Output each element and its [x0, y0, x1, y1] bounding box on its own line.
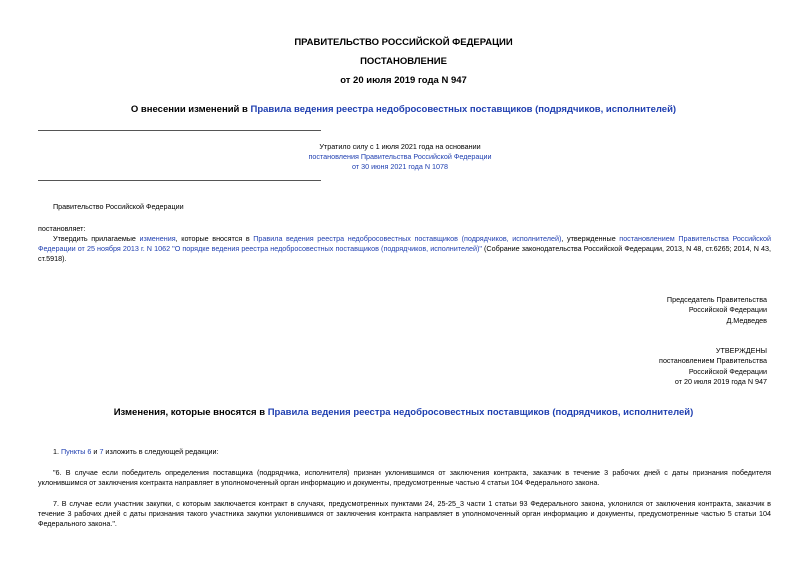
- changes-title-rules-link[interactable]: Правила ведения реестра недобросовестных поставщиков (подрядчиков, исполнителей): [267, 407, 694, 418]
- p1-text-a: Утвердить прилагаемые: [53, 234, 140, 243]
- approved-heading: УТВЕРЖДЕНЫ: [715, 346, 767, 355]
- signature-country: Российской Федерации: [688, 305, 767, 315]
- rules-link[interactable]: Правила ведения реестра недобросовестных поставщиков (подрядчиков, исполнителей): [253, 234, 562, 243]
- approved-line-2: постановлением Правительства: [659, 356, 767, 366]
- document-title: [0, 104, 807, 115]
- document-date-number: от 20 июля 2019 года N 947: [340, 75, 467, 86]
- status-decree-date-link[interactable]: от 30 июня 2021 года N 1078: [351, 162, 449, 171]
- government-heading: ПРАВИТЕЛЬСТВО РОССИЙСКОЙ ФЕДЕРАЦИИ: [294, 37, 513, 48]
- status-block: [290, 142, 510, 172]
- government-intro: Правительство Российской Федерации: [53, 202, 184, 211]
- divider-top: [38, 130, 321, 131]
- item1-text: изложить в следующей редакции:: [103, 447, 219, 456]
- document-type: ПОСТАНОВЛЕНИЕ: [360, 56, 447, 67]
- point-6-link[interactable]: Пункты 6: [61, 447, 92, 456]
- p1-text-b: , которые вносятся в: [175, 234, 254, 243]
- p1-text-c: , утвержденные: [561, 234, 620, 243]
- main-paragraph: [38, 234, 771, 264]
- signature-block: [667, 295, 767, 326]
- decree-1062-link[interactable]: постановлением Правительства Российской Федерации от 25 ноября 2013 г. N 1062 "О порядке ведения реестра недобросовестных поставщиков (подрядчиков, исполнителей)": [38, 234, 771, 253]
- signature-position: Председатель Правительства: [666, 295, 767, 304]
- approved-line-3: Российской Федерации: [688, 366, 767, 376]
- changes-title: [0, 407, 807, 418]
- approved-line-4: от 20 июля 2019 года N 947: [674, 376, 767, 386]
- item1-and: и: [91, 447, 100, 456]
- title-rules-link[interactable]: Правила ведения реестра недобросовестных поставщиков (подрядчиков, исполнителей): [250, 104, 677, 115]
- change-point-7: 7. В случае если участник закупки, с которым заключается контракт в случаях, предусмотренных пунктами 24, 25-25_3 части 1 статьи 93 Федерального закона, уклонился от заключения контракта, заказчик в течение 3 рабочих дней с даты признания такого участника закупки уклонившимся от заключения контракта направляет в уполномоченный орган информацию и документы, предусмотренные частью 5 статьи 104 Федерального закона.".: [38, 499, 771, 528]
- title-prefix: О внесении изменений в: [130, 104, 251, 115]
- approved-block: [659, 346, 767, 387]
- status-decree-link[interactable]: постановления Правительства Российской Федерации: [308, 152, 492, 161]
- change-item-1: [53, 447, 219, 457]
- changes-link[interactable]: изменения: [139, 234, 176, 243]
- point-7-link[interactable]: 7: [99, 447, 104, 456]
- changes-title-prefix: Изменения, которые вносятся в: [113, 407, 268, 418]
- decides-text: постановляет:: [38, 224, 86, 233]
- status-line: Утратило силу с 1 июля 2021 года на основании: [319, 142, 481, 151]
- p1-text-d: (Собрание законодательства Российской Федерации, 2013, N 48, ст.6265; 2014, N 43, ст.5918).: [38, 244, 771, 263]
- signature-name: Д.Медведев: [726, 315, 767, 325]
- divider-bottom: [38, 180, 321, 181]
- item1-number: 1.: [53, 447, 61, 456]
- change-point-6: "6. В случае если победитель определения поставщика (подрядчика, исполнителя) признан уклонившимся от заключения контракта, заказчик в течение 3 рабочих дней с даты признания победителя уклонившимся от заключения контракта направляет в уполномоченный орган информацию и документы, предусмотренные частью 4 статьи 104 Федерального закона.: [38, 468, 771, 487]
